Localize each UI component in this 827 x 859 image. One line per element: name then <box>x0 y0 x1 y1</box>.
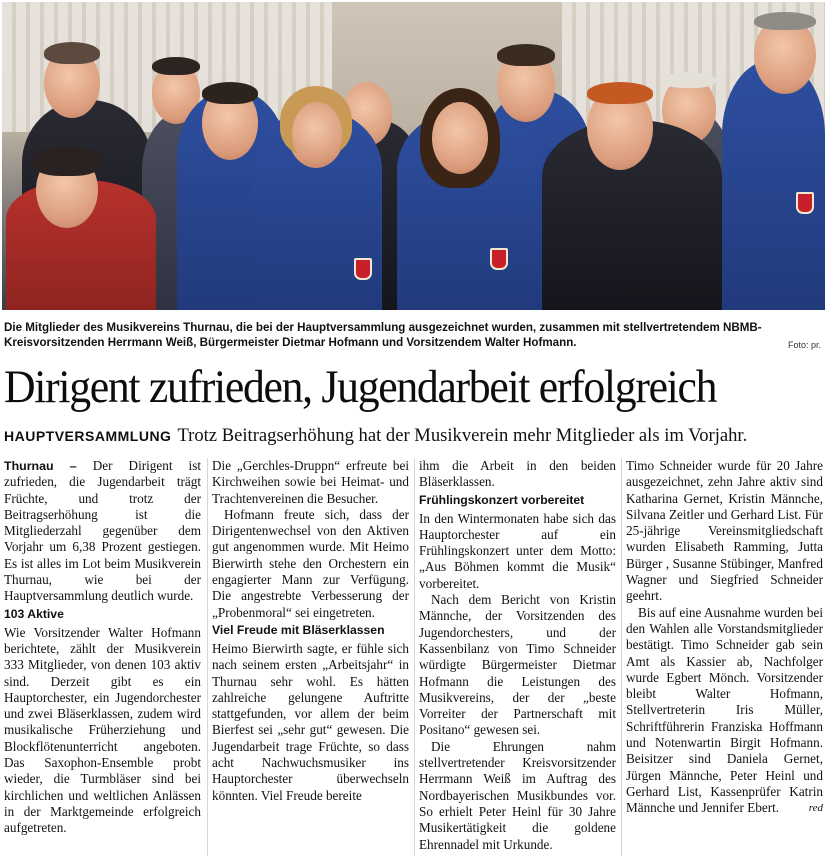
column-divider <box>414 458 415 856</box>
column-divider <box>207 458 208 856</box>
paragraph: Die Ehrungen nahm stellvertretender Kreisvorsitzender Herrmann Weiß im Auftrag des Nordbayerischen Musikbundes vor. So erhielt Peter Heinl für 30 Jahre Musikertätigkeit die goldene Ehrennadel mit Urkunde. <box>419 738 616 852</box>
subheading: 103 Aktive <box>4 606 64 621</box>
column-divider <box>621 458 622 856</box>
subheading: Viel Freude mit Bläserklassen <box>212 622 385 637</box>
dateline: Thurnau – <box>4 459 77 473</box>
article-body <box>4 458 823 858</box>
subheadline-row <box>4 424 823 449</box>
paragraph: Hofmann freute sich, dass der Dirigentenwechsel von den Aktiven gut angenommen wurde. Mit Heimo Bierwirth stehe den Orchestern ein engagierter Mann zur Verfügung. Die angestrebte Verbesserung der „Probenmoral“ sei eingetreten. <box>212 506 409 620</box>
group-photo <box>2 2 825 310</box>
paragraph: Bis auf eine Ausnahme wurden bei den Wahlen alle Vorstandsmitglieder bestätigt. Timo Schneider gab sein Amt als Kassier ab, Nachfolger wurde Egbert Mönch. Vorsitzender bleibt Walter Hofmann, Stellvertreterin Iris Müller, Schriftführerin Franziska Hoffmann und Notenwartin Birgit Hofmann. Beisitzer sind Daniela Gernet, Jürgen Männche, Peter Heinl und Gerhard List, Kassenprüfer Katrin Männche und Jennifer Ebert. red <box>626 604 823 816</box>
headline: Dirigent zufrieden, Jugendarbeit erfolgreich <box>4 361 717 413</box>
column-3 <box>419 458 616 853</box>
paragraph: ihm die Arbeit in den beiden Bläserklassen. <box>419 458 616 490</box>
subheading: Frühlingskonzert vorbereitet <box>419 492 585 507</box>
subheadline: Trotz Beitragserhöhung hat der Musikverein mehr Mitglieder als im Vorjahr. <box>177 425 748 446</box>
photo-credit: Foto: pr. <box>787 340 821 350</box>
kicker: HAUPTVERSAMMLUNG <box>4 428 172 444</box>
author-sign: red <box>808 802 823 815</box>
paragraph: Wie Vorsitzender Walter Hofmann berichtete, zählt der Musikverein 333 Mitglieder, von denen 103 aktiv sind. Derzeit gibt es ein Hauptorchester, ein Jugendorchester und zwei Bläserklassen, zudem wird musikalische Früherziehung und Blockflötenunterricht angeboten. Das Saxophon-Ensemble probt wieder, die Turmbläser sind bei kirchlichen und weltlichen Anlässen in der Marktgemeinde erfolgreich aufgetreten. <box>4 624 201 836</box>
paragraph: Nach dem Bericht von Kristin Männche, der Vorsitzenden des Jugendorchesters, und der Kassenbilanz von Timo Schneider würdigte Bürgermeister Dietmar Hofmann die Leistungen des Musikvereins, der der „beste Vorreiter der Partnerschaft mit Positano“ gewesen sei. <box>419 592 616 738</box>
column-4 <box>626 458 823 817</box>
paragraph: Die „Gerchles-Druppn“ erfreute bei Kirchweihen sowie bei Heimat- und Trachtenvereinen die Besucher. <box>212 458 409 506</box>
photo-caption: Die Mitglieder des Musikvereins Thurnau, die bei der Hauptversammlung ausgezeichnet wurden, zusammen mit stellvertretendem NBMB-Kreisvorsitzenden Herrmann Weiß, Bürgermeister Dietmar Hofmann und Vorsitzendem Walter Hofmann. <box>4 321 762 349</box>
paragraph: Heimo Bierwirth sagte, er fühle sich nach seinem ersten „Arbeitsjahr“ in Thurnau sehr wohl. Es hätten zahlreiche gelungene Auftritte stattgefunden, vor allem der beim Bierfest sei „sehr gut“ gewesen. Die Jugendarbeit trage Früchte, so dass acht Nachwuchsmusiker ins Hauptorchester überwechseln könnten. Viel Freude bereite <box>212 640 409 803</box>
column-1 <box>4 458 201 837</box>
paragraph: Timo Schneider wurde für 20 Jahre ausgezeichnet, zehn Jahre aktiv sind Katharina Gernet, Kristin Männche, Silvana Zeitler und Gerhard List. Für 25-jährige Vereinsmitgliedschaft wurden Elisabeth Ramming, Jutta Bürger , Susanne Stübinger, Manfred Wagner und Siegfried Schneider geehrt. <box>626 458 823 604</box>
person-11 <box>722 60 825 310</box>
column-2 <box>212 458 409 804</box>
paragraph: In den Wintermonaten habe sich das Hauptorchester auf ein Frühlingskonzert unter dem Motto: „Aus Böhmen kommt die Musik“ vorbereitet. <box>419 510 616 591</box>
paragraph: Thurnau – Der Dirigent ist zufrieden, die Jugendarbeit trägt Früchte, und trotz der Beitragserhöhung ist die Mitgliederzahl gegenüber dem Vorjahr um 6,38 Prozent gestiegen. Es ist alles im Lot beim Musikverein Thurnau, wie bei der Hauptversammlung deutlich wurde. <box>4 458 202 604</box>
